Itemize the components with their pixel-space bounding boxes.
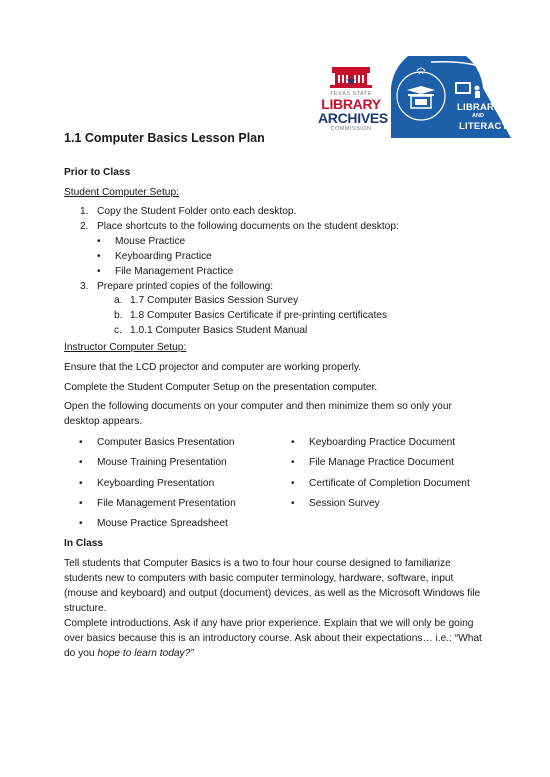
printed-item: 1.8 Computer Basics Certificate if pre-printing certificates: [130, 310, 388, 321]
step-number: 3.: [80, 281, 89, 292]
printed-item: 1.0.1 Computer Basics Student Manual: [130, 325, 308, 336]
tsl-archives: ARCHIVES: [318, 110, 388, 126]
tsl-library: LIBRARY: [321, 96, 381, 112]
page-title: 1.1 Computer Basics Lesson Plan: [64, 131, 265, 145]
doc-item: • File Manage Practice Document: [309, 456, 454, 469]
instructor-line: Complete the Student Computer Setup on the presentation computer.: [64, 382, 378, 393]
doc-item: • Session Survey: [309, 497, 380, 510]
doc-item: • Keyboarding Presentation: [97, 477, 214, 490]
printed-item: 1.7 Computer Basics Session Survey: [130, 295, 299, 306]
ll-and-text: AND: [472, 113, 484, 119]
paragraph-italic-text: hope to learn today?”: [97, 648, 194, 659]
in-class-paragraph-2: [64, 616, 489, 661]
step-number: 2.: [80, 221, 89, 232]
printed-letter: a.: [114, 295, 123, 306]
printed-letter: b.: [114, 310, 123, 321]
doc-item: • Keyboarding Practice Document: [309, 436, 455, 449]
ll-literacy-text: LITERACY: [459, 121, 509, 132]
tsl-commission: COMMISSION: [330, 126, 372, 132]
paragraph-text: Complete introductions. Ask if any have prior experience. Explain that we will only be going over basics because this is an introductory course. Ask about their expectations… i.e.: “What do you: [64, 618, 482, 659]
tsl-texas-state: TEXAS STATE: [330, 91, 372, 97]
doc-item: • File Management Presentation: [97, 497, 236, 510]
tslac-logo: [318, 64, 388, 144]
instructor-line: Open the following documents on your computer and then minimize them so only your desktop appears.: [64, 401, 452, 427]
step-number: 1.: [80, 206, 89, 217]
step-text: Place shortcuts to the following documents on the student desktop:: [97, 221, 399, 232]
printed-letter: c.: [114, 325, 122, 336]
student-setup-heading: Student Computer Setup:: [64, 187, 179, 198]
doc-item: • Mouse Training Presentation: [97, 456, 227, 469]
in-class-paragraph: Tell students that Computer Basics is a two to four hour course designed to familiarize students new to computers with basic computer terminology, hardware, software, input (mouse and keyboard) and output (document) devices, as well as the Microsoft Windows file structure.: [64, 558, 481, 614]
doc-item: • Mouse Practice Spreadsheet: [97, 517, 228, 530]
prior-heading: Prior to Class: [64, 167, 131, 178]
shortcut-item: • Keyboarding Practice: [115, 250, 212, 263]
instructor-setup-heading: Instructor Computer Setup:: [64, 342, 187, 353]
instructor-line: Ensure that the LCD projector and computer are working properly.: [64, 362, 362, 373]
ll-libraries-text: LIBRARIES: [457, 102, 510, 113]
shortcut-item: • File Management Practice: [115, 265, 233, 278]
doc-item: • Certificate of Completion Document: [309, 477, 470, 490]
building-icon: [318, 64, 384, 92]
shortcut-item: • Mouse Practice: [115, 235, 185, 248]
doc-item: • Computer Basics Presentation: [97, 436, 235, 449]
in-class-heading: In Class: [64, 538, 104, 549]
step-text: Copy the Student Folder onto each desktop.: [97, 206, 297, 217]
step-text: Prepare printed copies of the following:: [97, 281, 274, 292]
